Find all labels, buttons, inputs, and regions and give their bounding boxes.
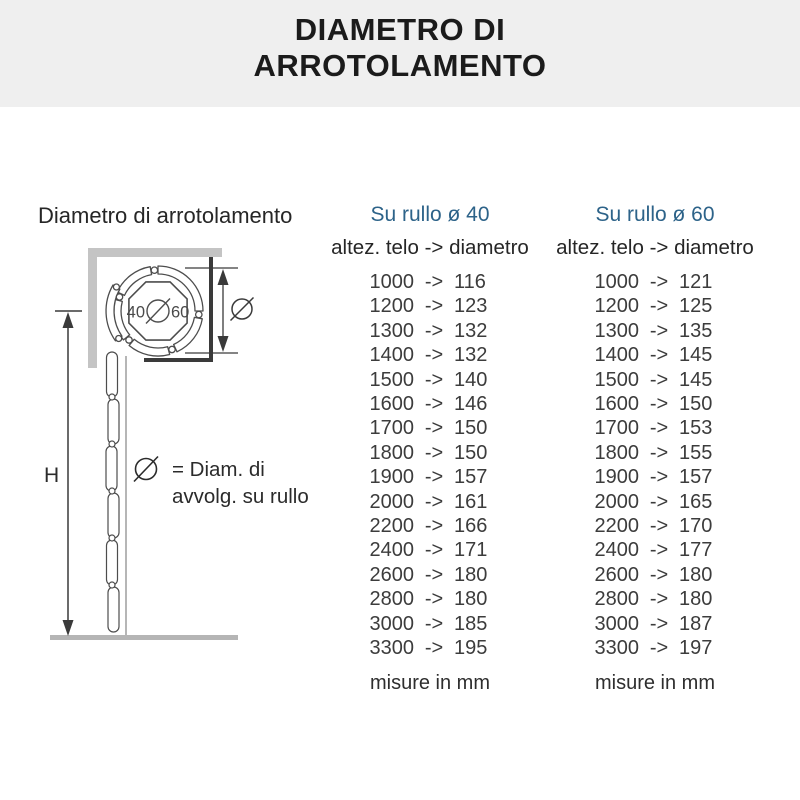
- roller-size-60-label: 60: [171, 303, 190, 322]
- diametro-value: 150: [454, 417, 488, 440]
- page-title-line1: DIAMETRO DI: [294, 12, 506, 47]
- diametro-value: 153: [679, 417, 713, 440]
- diametro-value: 185: [454, 612, 488, 635]
- table-row: [581, 368, 729, 392]
- arrow-separator: ->: [424, 515, 444, 538]
- arrow-separator: ->: [649, 539, 669, 562]
- table-rullo-60-rows: [581, 270, 729, 661]
- arrow-separator: ->: [424, 588, 444, 611]
- altezza-telo-value: 2400: [369, 539, 414, 562]
- altezza-telo-value: 1600: [594, 393, 639, 416]
- altezza-telo-value: 2400: [594, 539, 639, 562]
- table-row: [356, 441, 504, 465]
- diameter-symbol-dimension: [231, 298, 254, 321]
- arrow-separator: ->: [649, 515, 669, 538]
- table-row: [356, 319, 504, 343]
- diametro-value: 140: [454, 368, 488, 391]
- arrow-separator: ->: [424, 490, 444, 513]
- diametro-value: 197: [679, 637, 713, 660]
- table-row: [581, 587, 729, 611]
- altezza-telo-value: 1800: [369, 441, 414, 464]
- arrow-separator: ->: [424, 539, 444, 562]
- table-row: [356, 563, 504, 587]
- altezza-telo-value: 3000: [594, 612, 639, 635]
- diametro-value: 155: [679, 441, 713, 464]
- altezza-telo-value: 2200: [369, 515, 414, 538]
- arrow-separator: ->: [649, 441, 669, 464]
- table-row: [356, 538, 504, 562]
- arrow-separator: ->: [649, 466, 669, 489]
- table-row: [356, 270, 504, 294]
- table-row: [581, 294, 729, 318]
- altezza-telo-value: 1500: [594, 368, 639, 391]
- arrow-separator: ->: [649, 271, 669, 293]
- arrow-separator: ->: [424, 417, 444, 440]
- diametro-value: 132: [454, 319, 488, 342]
- altezza-telo-value: 3000: [369, 612, 414, 635]
- diametro-value: 132: [454, 344, 488, 367]
- hanging-slat-curtain: [106, 352, 119, 632]
- diametro-value: 121: [679, 271, 713, 293]
- roller-shutter-diagram: [20, 240, 330, 660]
- arrow-separator: ->: [424, 368, 444, 391]
- table-row: [356, 612, 504, 636]
- altezza-telo-value: 1900: [594, 466, 639, 489]
- arrow-separator: ->: [649, 319, 669, 342]
- altezza-telo-value: 1700: [369, 417, 414, 440]
- table-row: [356, 514, 504, 538]
- arrow-separator: ->: [649, 588, 669, 611]
- arrow-separator: ->: [424, 393, 444, 416]
- ground-line: [50, 635, 238, 640]
- altezza-telo-value: 1700: [594, 417, 639, 440]
- diameter-symbol-legend: [134, 457, 158, 482]
- table-row: [356, 587, 504, 611]
- arrow-separator: ->: [424, 563, 444, 586]
- arrow-separator: ->: [424, 319, 444, 342]
- diametro-value: 177: [679, 539, 713, 562]
- diametro-value: 180: [454, 588, 488, 611]
- arrow-separator: ->: [649, 637, 669, 660]
- table-rullo-40-title: Su rullo ø 40: [370, 203, 490, 226]
- table-row: [581, 319, 729, 343]
- arrow-separator: ->: [649, 344, 669, 367]
- altezza-telo-value: 2600: [369, 563, 414, 586]
- altezza-telo-value: 1500: [369, 368, 414, 391]
- diagram-title: Diametro di arrotolamento: [38, 203, 293, 228]
- diametro-value: 171: [454, 539, 488, 562]
- diametro-value: 157: [679, 466, 713, 489]
- table-row: [581, 490, 729, 514]
- table-row: [356, 392, 504, 416]
- roller-size-40-label: 40: [126, 303, 145, 322]
- altezza-telo-value: 1200: [369, 295, 414, 318]
- arrow-separator: ->: [424, 466, 444, 489]
- altezza-telo-value: 1200: [594, 295, 639, 318]
- diametro-value: 146: [454, 393, 488, 416]
- page-title-line2: ARROTOLAMENTO: [253, 48, 547, 83]
- diametro-value: 145: [679, 368, 713, 391]
- altezza-telo-value: 1000: [369, 271, 414, 293]
- table-rullo-40: [318, 202, 542, 695]
- altezza-telo-value: 1400: [369, 344, 414, 367]
- diametro-value: 145: [679, 344, 713, 367]
- diametro-value: 161: [454, 490, 488, 513]
- page-header: [0, 0, 800, 107]
- diametro-value: 187: [679, 612, 713, 635]
- legend-line1: = Diam. di: [172, 458, 265, 481]
- altezza-telo-value: 1000: [594, 271, 639, 293]
- diametro-value: 165: [679, 490, 713, 513]
- table-rullo-60: [543, 202, 767, 695]
- table-row: [581, 270, 729, 294]
- altezza-telo-value: 1300: [594, 319, 639, 342]
- table-rullo-60-subtitle: altez. telo -> diametro: [556, 236, 754, 259]
- table-row: [356, 294, 504, 318]
- table-rullo-40-subtitle: altez. telo -> diametro: [331, 236, 529, 259]
- arrow-separator: ->: [649, 417, 669, 440]
- diametro-value: 157: [454, 466, 488, 489]
- height-label: H: [44, 464, 60, 487]
- diametro-value: 170: [679, 515, 713, 538]
- octagonal-roller: [127, 282, 190, 340]
- arrow-separator: ->: [649, 393, 669, 416]
- table-row: [581, 416, 729, 440]
- diametro-value: 135: [679, 319, 713, 342]
- table-row: [581, 514, 729, 538]
- diametro-value: 150: [454, 441, 488, 464]
- table-row: [356, 416, 504, 440]
- table-row: [581, 441, 729, 465]
- table-rullo-40-footer: misure in mm: [369, 671, 490, 694]
- altezza-telo-value: 2800: [594, 588, 639, 611]
- table-row: [356, 465, 504, 489]
- altezza-telo-value: 1600: [369, 393, 414, 416]
- arrow-separator: ->: [649, 563, 669, 586]
- diametro-value: 123: [454, 295, 488, 318]
- diametro-value: 180: [679, 588, 713, 611]
- altezza-telo-value: 1300: [369, 319, 414, 342]
- altezza-telo-value: 2000: [594, 490, 639, 513]
- diametro-value: 195: [454, 637, 488, 660]
- arrow-separator: ->: [649, 490, 669, 513]
- altezza-telo-value: 2800: [369, 588, 414, 611]
- table-row: [356, 368, 504, 392]
- table-row: [356, 490, 504, 514]
- table-row: [581, 636, 729, 660]
- table-rullo-60-footer: misure in mm: [594, 671, 715, 694]
- diametro-value: 180: [454, 563, 488, 586]
- table-row: [581, 343, 729, 367]
- arrow-separator: ->: [424, 637, 444, 660]
- table-row: [581, 465, 729, 489]
- table-row: [581, 538, 729, 562]
- altezza-telo-value: 3300: [369, 637, 414, 660]
- diametro-value: 166: [454, 515, 488, 538]
- table-rullo-60-title: Su rullo ø 60: [595, 203, 715, 226]
- altezza-telo-value: 2200: [594, 515, 639, 538]
- table-row: [356, 343, 504, 367]
- altezza-telo-value: 2000: [369, 490, 414, 513]
- legend-line2: avvolg. su rullo: [172, 485, 309, 508]
- altezza-telo-value: 1400: [594, 344, 639, 367]
- diametro-value: 150: [679, 393, 713, 416]
- table-row: [581, 392, 729, 416]
- arrow-separator: ->: [424, 441, 444, 464]
- arrow-separator: ->: [424, 344, 444, 367]
- table-row: [581, 563, 729, 587]
- arrow-separator: ->: [424, 295, 444, 318]
- arrow-separator: ->: [649, 612, 669, 635]
- arrow-separator: ->: [649, 368, 669, 391]
- diametro-value: 180: [679, 563, 713, 586]
- arrow-separator: ->: [649, 295, 669, 318]
- arrow-separator: ->: [424, 612, 444, 635]
- table-rullo-40-rows: [356, 270, 504, 661]
- altezza-telo-value: 1800: [594, 441, 639, 464]
- table-row: [356, 636, 504, 660]
- diametro-value: 116: [454, 271, 486, 293]
- diametro-value: 125: [679, 295, 713, 318]
- altezza-telo-value: 3300: [594, 637, 639, 660]
- arrow-separator: ->: [424, 271, 444, 293]
- altezza-telo-value: 1900: [369, 466, 414, 489]
- altezza-telo-value: 2600: [594, 563, 639, 586]
- table-row: [581, 612, 729, 636]
